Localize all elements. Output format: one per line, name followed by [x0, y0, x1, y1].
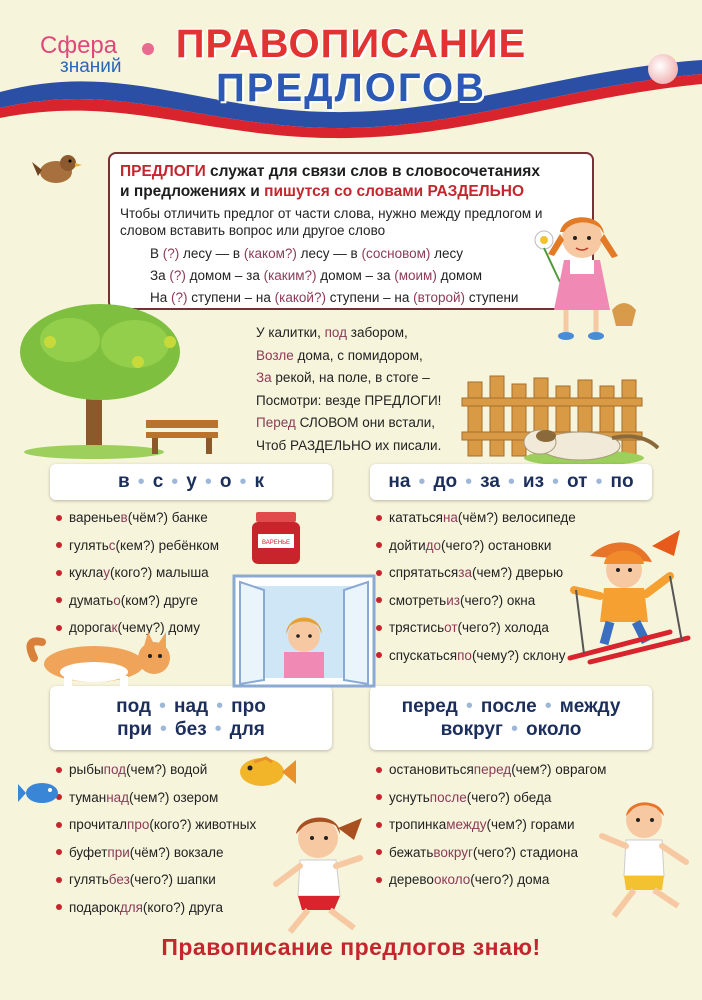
rule-main-line1: [120, 162, 582, 182]
list-item: спрятаться за (чем?) дверью: [376, 559, 576, 587]
poem-line: Посмотри: везде ПРЕДЛОГИ!: [256, 392, 442, 408]
prepositions-bar-3: под • над • про при • без • для: [50, 686, 332, 750]
yellow-fish-icon: [236, 752, 296, 792]
rule-subtext: Чтобы отличить предлог от части слова, нужно между предлогом и словом вставить вопрос или другое слово: [120, 206, 543, 238]
examples-list-3: [56, 756, 256, 921]
running-girl-illustration: [270, 812, 380, 942]
page-title-line1: ПРАВОПИСАНИЕ: [175, 22, 527, 66]
prepositions-bar-4: перед • после • между вокруг • около: [370, 686, 652, 750]
poem-line: Возле дома, с помидором,: [256, 347, 423, 363]
examples-list-1: [56, 504, 219, 642]
list-item: кататься на (чём?) велосипеде: [376, 504, 576, 532]
prepositions-bar-1: в • с • у • о • к: [50, 464, 332, 500]
poem-line: Перед СЛОВОМ они встали,: [256, 415, 436, 430]
page-title-line2: ПРЕДЛОГОВ: [216, 66, 486, 110]
list-item: рыбы под (чем?) водой: [56, 756, 256, 784]
window-girl-illustration: [234, 576, 374, 686]
list-item: буфет при (чём?) вокзале: [56, 839, 256, 867]
list-item: дорога к (чему?) дому: [56, 614, 219, 642]
prepositions-bar-2: на • до • за • из • от • по: [370, 464, 652, 500]
poem-line: Чтоб РАЗДЕЛЬНО их писали.: [256, 437, 442, 453]
rule-example: За (?) домом – за (каким?) домом – за (моим) домом: [150, 268, 483, 283]
list-item: прочитал про (кого?) животных: [56, 811, 256, 839]
blue-fish-icon: [18, 778, 62, 808]
footer-slogan: Правописание предлогов знаю!: [161, 934, 541, 960]
rule-main-line2: [120, 182, 582, 202]
examples-list-2: [376, 504, 576, 669]
jam-label: ВАРЕНЬЕ: [261, 540, 291, 546]
list-item: гулять с (кем?) ребёнком: [56, 532, 219, 560]
rule-emphasis: пишутся со словами РАЗДЕЛЬНО: [264, 183, 525, 200]
rule-example: В (?) лесу — в (каком?) лесу — в (сосновом) лесу: [150, 246, 464, 261]
examples-list-4: [376, 756, 606, 894]
ball-icon: [648, 54, 678, 84]
list-item: трястись от (чего?) холода: [376, 614, 576, 642]
list-item: дойти до (чего?) остановки: [376, 532, 576, 560]
list-item: думать о (ком?) друге: [56, 587, 219, 615]
list-item: гулять без (чего?) шапки: [56, 866, 256, 894]
list-item: уснуть после (чего?) обеда: [376, 784, 606, 812]
list-item: туман над (чем?) озером: [56, 784, 256, 812]
poem-line: У калитки, под забором,: [256, 325, 408, 340]
rule-example: На (?) ступени – на (какой?) ступени – на (второй) ступени: [150, 290, 519, 305]
list-item: спускаться по (чему?) склону: [376, 642, 576, 670]
list-item: смотреть из (чего?) окна: [376, 587, 576, 615]
list-item: тропинка между (чем?) горами: [376, 811, 606, 839]
poem: [256, 322, 441, 457]
list-item: подарок для (кого?) друга: [56, 894, 256, 922]
girl-flower-illustration: [520, 210, 640, 350]
cat-illustration: [24, 628, 184, 698]
rule-term: ПРЕДЛОГИ: [120, 163, 206, 180]
jam-jar-icon: [250, 512, 302, 566]
running-boy-illustration: [594, 796, 694, 926]
rule-text: служат для связи слов в словосочетаниях: [205, 163, 540, 180]
logo-text-2: знаний: [60, 56, 122, 77]
list-item: варенье в (чём?) банке: [56, 504, 219, 532]
rule-examples: [120, 243, 582, 309]
fence-dog-illustration: [462, 362, 692, 472]
skier-illustration: [570, 526, 690, 666]
rule-text: и предложениях и: [120, 183, 265, 200]
sparrow-icon: [32, 150, 82, 190]
list-item: остановиться перед (чем?) оврагом: [376, 756, 606, 784]
tree-illustration: [20, 302, 220, 462]
logo-text: Сфера: [40, 32, 118, 59]
poem-line: За рекой, на поле, в стоге –: [256, 370, 430, 385]
list-item: бежать вокруг (чего?) стадиона: [376, 839, 606, 867]
list-item: кукла у (кого?) малыша: [56, 559, 219, 587]
list-item: дерево около (чего?) дома: [376, 866, 606, 894]
